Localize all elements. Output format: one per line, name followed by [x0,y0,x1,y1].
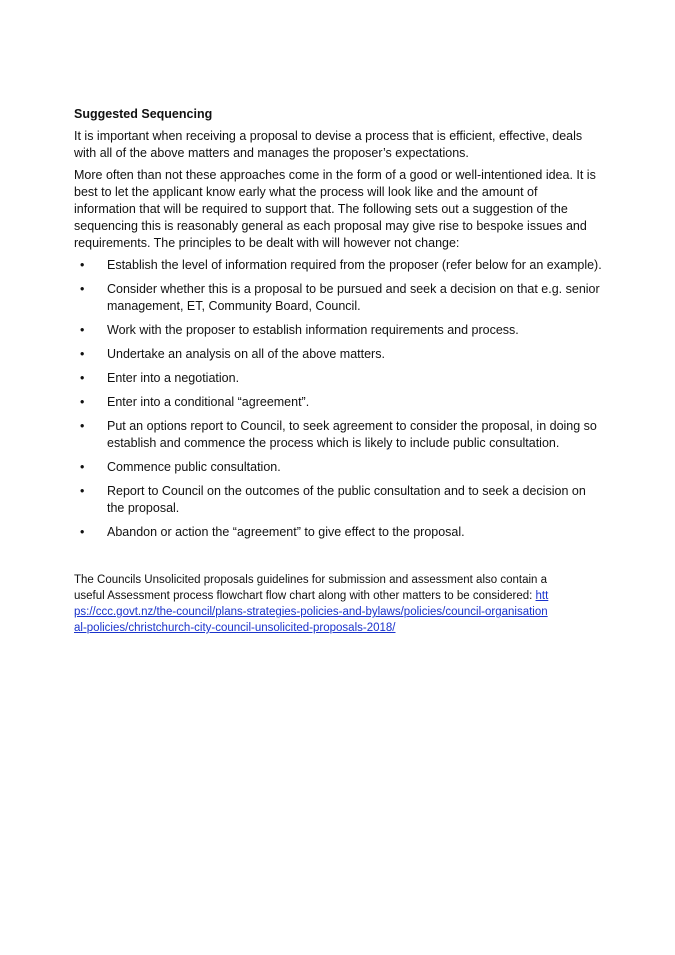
list-item [74,281,602,315]
context-paragraph: More often than not these approaches come in the form of a good or well-intentioned idea. It is best to let the applicant know early what the process will look like and the amount of information that will be required to support that. The following sets out a suggestion of the sequencing this is reasonably general as each proposal may give rise to bespoke issues and requirements. The principles to be dealt with will however not change: [74,168,596,250]
bullet-icon: • [80,258,85,272]
guidelines-note [74,572,554,636]
list-item-text: Enter into a negotiation. [107,371,240,385]
list-item [74,418,602,452]
list-item [74,322,602,339]
list-item [74,257,602,274]
list-item [74,346,602,363]
list-item-text: Consider whether this is a proposal to be pursued and seek a decision on that e.g. senior management, ET, Community Board, Council. [107,282,600,313]
intro-paragraph: It is important when receiving a proposal to devise a process that is efficient, effective, deals with all of the above matters and manages the proposer’s expectations. [74,129,583,160]
bullet-icon: • [80,419,85,433]
list-item [74,524,602,541]
bullet-icon: • [80,460,85,474]
guidelines-link[interactable]: https://ccc.govt.nz/the-council/plans-strategies-policies-and-bylaws/policies/council-organisational-policies/christchurch-city-council-unsolicited-proposals-2018/ [74,590,549,634]
document-page [74,106,602,636]
bullet-icon: • [80,282,85,296]
list-item [74,483,602,517]
guidelines-text: The Councils Unsolicited proposals guidelines for submission and assessment also contain a useful Assessment process flowchart flow chart along with other matters to be considered: [74,574,548,602]
list-item-text: Enter into a conditional “agreement”. [107,395,310,409]
section-heading: Suggested Sequencing [74,107,213,121]
list-item-text: Work with the proposer to establish information requirements and process. [107,323,519,337]
list-item-text: Abandon or action the “agreement” to give effect to the proposal. [107,525,465,539]
bullet-icon: • [80,525,85,539]
list-item [74,394,602,411]
bullet-icon: • [80,347,85,361]
list-item-text: Establish the level of information required from the proposer (refer below for an example). [107,258,602,272]
list-item-text: Report to Council on the outcomes of the public consultation and to seek a decision on the proposal. [107,484,586,515]
bullet-icon: • [80,323,85,337]
list-item [74,370,602,387]
list-item-text: Put an options report to Council, to seek agreement to consider the proposal, in doing so establish and commence the process which is likely to include public consultation. [107,419,597,450]
sequencing-list [74,257,602,541]
bullet-icon: • [80,484,85,498]
bullet-icon: • [80,395,85,409]
list-item-text: Undertake an analysis on all of the above matters. [107,347,385,361]
list-item-text: Commence public consultation. [107,460,281,474]
list-item [74,459,602,476]
bullet-icon: • [80,371,85,385]
